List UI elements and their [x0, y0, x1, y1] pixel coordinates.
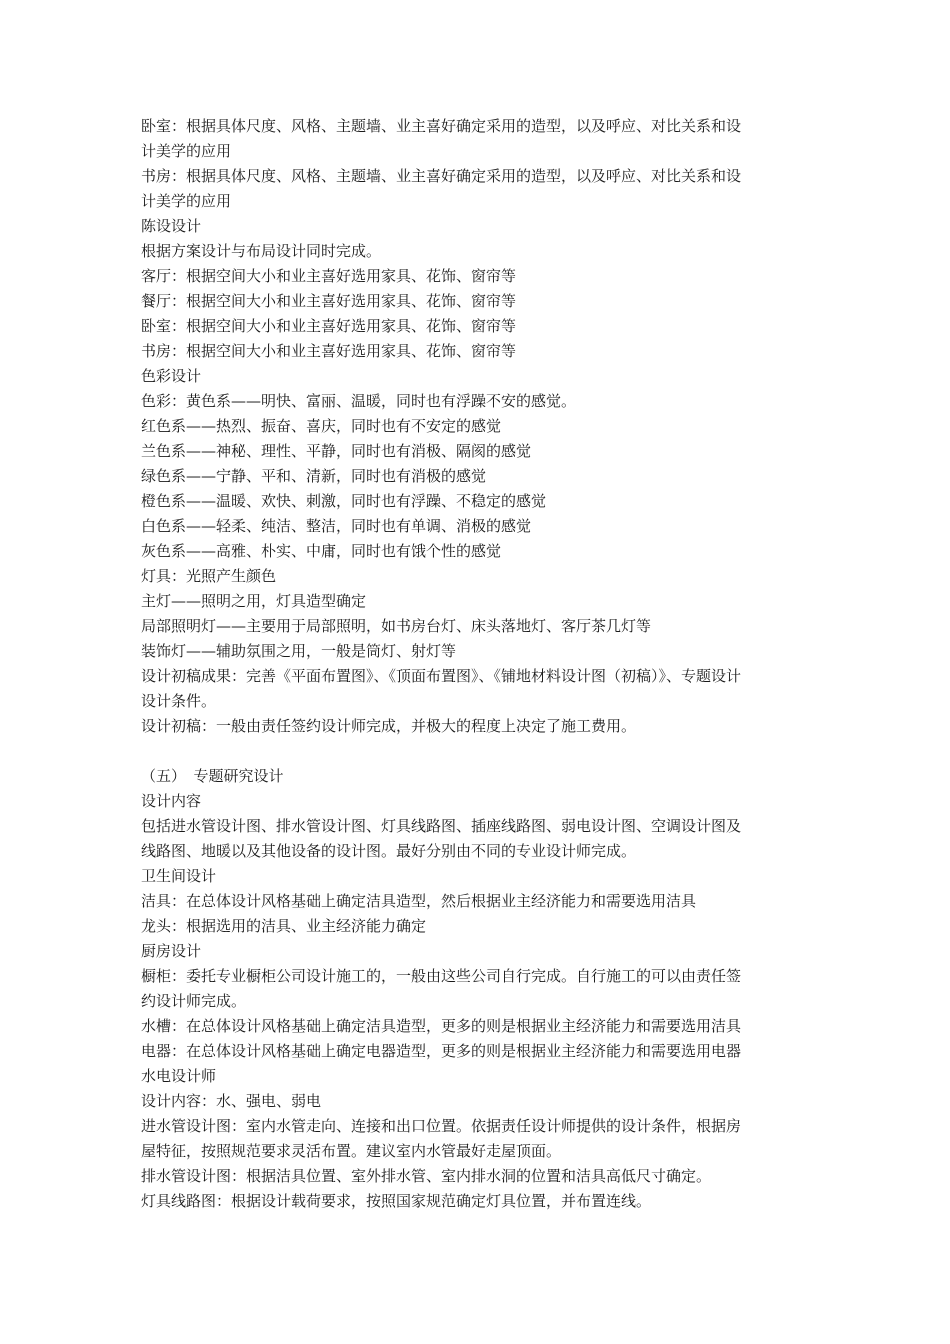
text-line: 红色系——热烈、振奋、喜庆，同时也有不安定的感觉 [141, 417, 502, 435]
text-line: 设计初稿成果：完善《平面布置图》、《顶面布置图》、《铺地材料设计图（初稿）》、专题设计 [141, 667, 742, 685]
text-line: 局部照明灯——主要用于局部照明，如书房台灯、床头落地灯、客厅茶几灯等 [141, 617, 652, 635]
text-line: 陈设设计 [141, 217, 202, 235]
text-line: 装饰灯——辅助氛围之用，一般是筒灯、射灯等 [141, 642, 457, 660]
text-line: 灯具：光照产生颜色 [141, 567, 277, 585]
text-line: 厨房设计 [141, 942, 202, 960]
text-line: 色彩设计 [141, 367, 202, 385]
text-line: 设计内容：水、强电、弱电 [141, 1092, 322, 1110]
text-line: 绿色系——宁静、平和、清新，同时也有消极的感觉 [141, 467, 487, 485]
text-line: 根据方案设计与布局设计同时完成。 [141, 242, 382, 260]
text-line: 计美学的应用 [141, 192, 232, 210]
text-line: 书房：根据空间大小和业主喜好选用家具、花饰、窗帘等 [141, 342, 517, 360]
text-line: 书房：根据具体尺度、风格、主题墙、业主喜好确定采用的造型，以及呼应、对比关系和设 [141, 167, 742, 185]
text-line: 橱柜：委托专业橱柜公司设计施工的，一般由这些公司自行完成。自行施工的可以由责任签 [141, 967, 742, 985]
text-line: 约设计师完成。 [141, 992, 247, 1010]
text-line: 卧室：根据具体尺度、风格、主题墙、业主喜好确定采用的造型，以及呼应、对比关系和设 [141, 117, 742, 135]
text-line: 橙色系——温暖、欢快、刺激，同时也有浮躁、不稳定的感觉 [141, 492, 547, 510]
text-line: 餐厅：根据空间大小和业主喜好选用家具、花饰、窗帘等 [141, 292, 517, 310]
text-line: 客厅：根据空间大小和业主喜好选用家具、花饰、窗帘等 [141, 267, 517, 285]
text-line: 设计初稿：一般由责任签约设计师完成，并极大的程度上决定了施工费用。 [141, 717, 637, 735]
text-line: 水电设计师 [141, 1067, 217, 1085]
text-line: 设计内容 [141, 792, 202, 810]
text-line: 卫生间设计 [141, 867, 217, 885]
text-line: 屋特征，按照规范要求灵活布置。建议室内水管最好走屋顶面。 [141, 1142, 562, 1160]
document-page [141, 114, 821, 1214]
text-line: 包括进水管设计图、排水管设计图、灯具线路图、插座线路图、弱电设计图、空调设计图及 [141, 817, 742, 835]
text-line: 龙头：根据选用的洁具、业主经济能力确定 [141, 917, 427, 935]
text-line: （五） 专题研究设计 [141, 767, 284, 785]
text-line: 计美学的应用 [141, 142, 232, 160]
text-line: 白色系——轻柔、纯洁、整洁，同时也有单调、消极的感觉 [141, 517, 532, 535]
text-line: 电器：在总体设计风格基础上确定电器造型，更多的则是根据业主经济能力和需要选用电器 [141, 1042, 742, 1060]
text-line: 主灯——照明之用，灯具造型确定 [141, 592, 367, 610]
text-line: 兰色系——神秘、理性、平静，同时也有消极、隔阂的感觉 [141, 442, 532, 460]
blank-line [141, 739, 821, 764]
text-line: 线路图、地暖以及其他设备的设计图。最好分别由不同的专业设计师完成。 [141, 842, 637, 860]
text-line: 设计条件。 [141, 692, 217, 710]
text-line: 灯具线路图：根据设计载荷要求，按照国家规范确定灯具位置，并布置连线。 [141, 1192, 652, 1210]
text-line: 排水管设计图：根据洁具位置、室外排水管、室内排水洞的位置和洁具高低尺寸确定。 [141, 1167, 712, 1185]
text-line: 洁具：在总体设计风格基础上确定洁具造型，然后根据业主经济能力和需要选用洁具 [141, 892, 697, 910]
text-line: 进水管设计图：室内水管走向、连接和出口位置。依据责任设计师提供的设计条件，根据房 [141, 1117, 742, 1135]
text-line: 卧室：根据空间大小和业主喜好选用家具、花饰、窗帘等 [141, 317, 517, 335]
text-line: 灰色系——高雅、朴实、中庸，同时也有饿个性的感觉 [141, 542, 502, 560]
text-line: 色彩：黄色系——明快、富丽、温暖，同时也有浮躁不安的感觉。 [141, 392, 577, 410]
text-line: 水槽：在总体设计风格基础上确定洁具造型，更多的则是根据业主经济能力和需要选用洁具 [141, 1017, 742, 1035]
